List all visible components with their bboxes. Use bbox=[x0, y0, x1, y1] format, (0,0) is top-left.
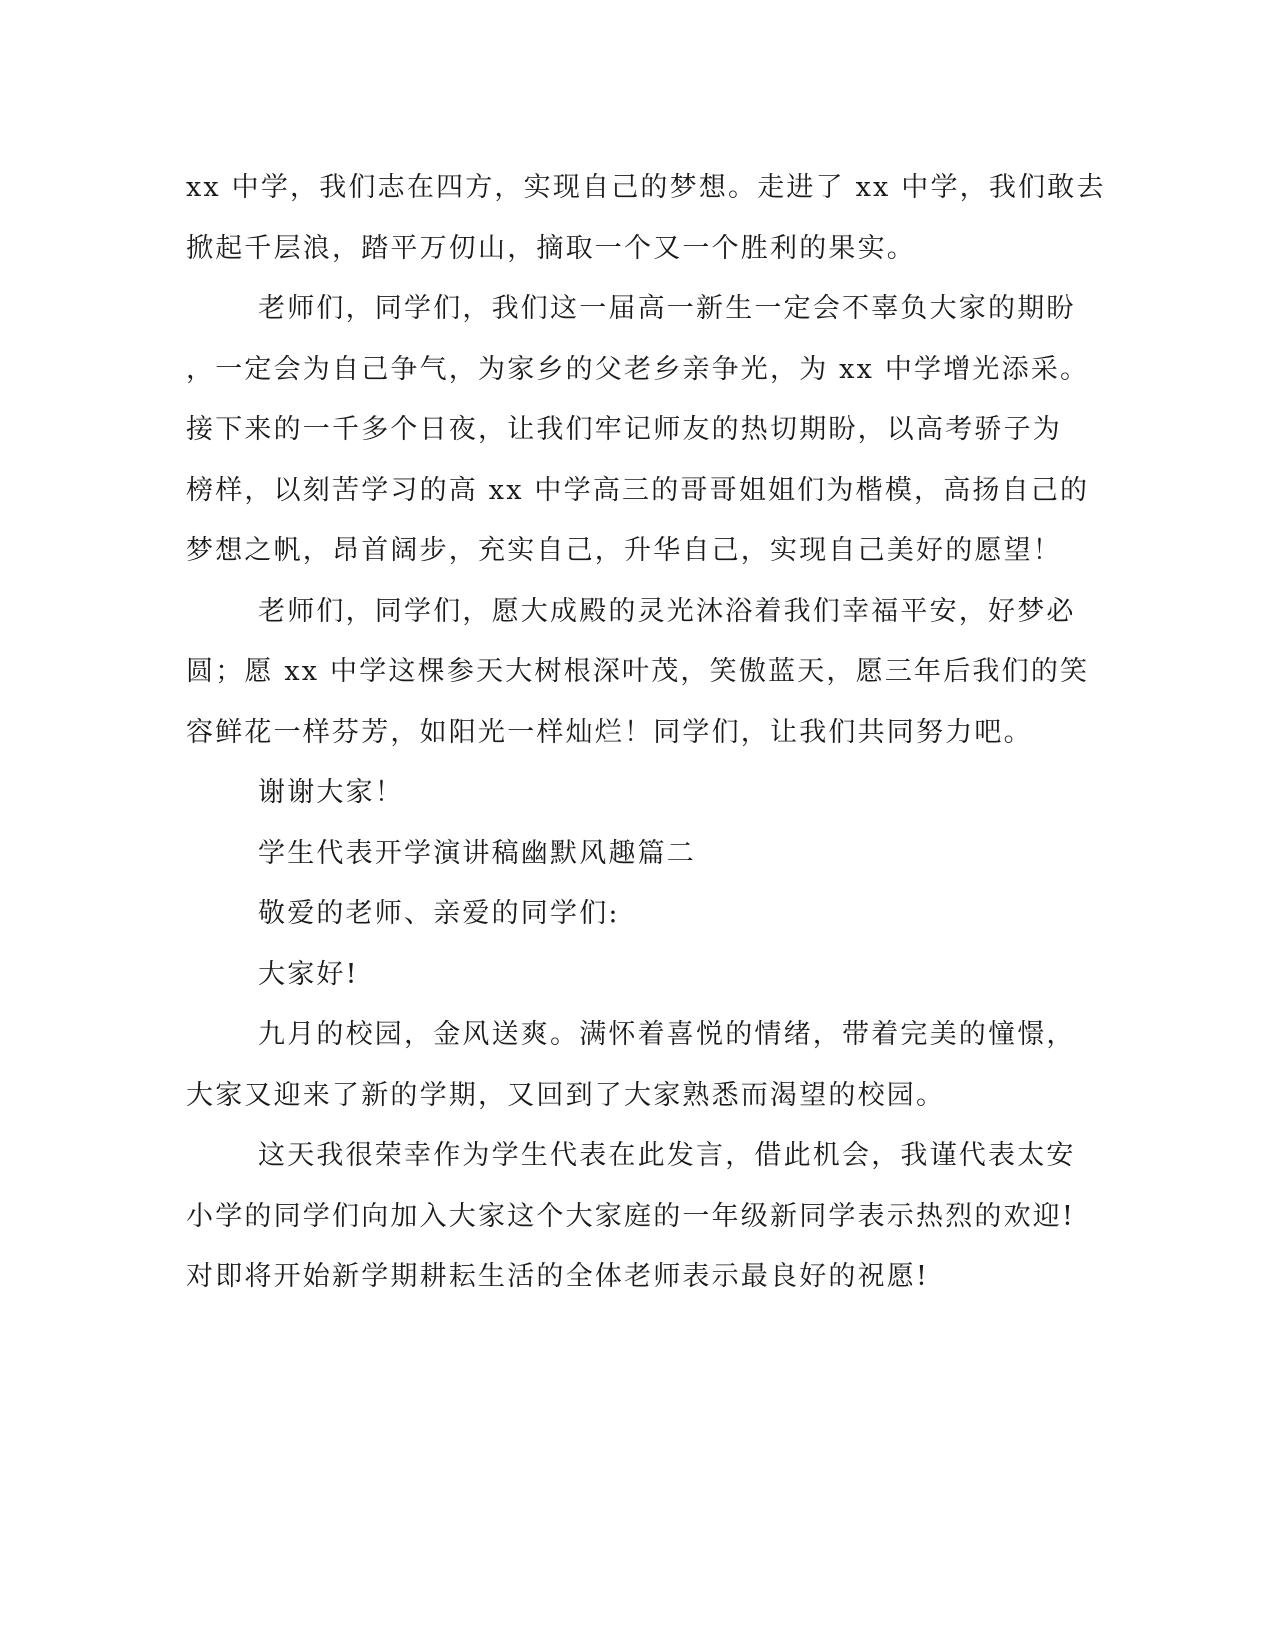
text-line: 对即将开始新学期耕耘生活的全体老师表示最良好的祝愿! bbox=[186, 1261, 930, 1292]
text-line: 小学的同学们向加入大家这个大家庭的一年级新同学表示热烈的欢迎! bbox=[186, 1200, 1076, 1232]
text-line: 梦想之帆，昂首阔步，充实自己，升华自己，实现自己美好的愿望！ bbox=[186, 535, 1062, 566]
text-line: 九月的校园，金风送爽。满怀着喜悦的情绪，带着完美的憧憬， bbox=[258, 1019, 1076, 1050]
greeting: 大家好! bbox=[258, 958, 359, 990]
text-line: xx 中学，我们志在四方，实现自己的梦想。走进了 xx 中学，我们敢去 bbox=[186, 172, 1106, 203]
text-line: ，一定会为自己争气，为家乡的父老乡亲争光，为 xx 中学增光添采。 bbox=[186, 353, 1090, 385]
document-body bbox=[186, 158, 1106, 1308]
salutation: 敬爱的老师、亲爱的同学们: bbox=[258, 898, 620, 929]
text-line: 老师们，同学们，我们这一届高一新生一定会不辜负大家的期盼 bbox=[258, 293, 1076, 324]
closing-thanks: 谢谢大家！ bbox=[258, 777, 404, 808]
text-line: 老师们，同学们，愿大成殿的灵光沐浴着我们幸福平安，好梦必 bbox=[258, 595, 1076, 627]
text-line: 圆；愿 xx 中学这棵参天大树根深叶茂，笑傲蓝天，愿三年后我们的笑 bbox=[186, 656, 1090, 687]
text-line: 大家又迎来了新的学期，又回到了大家熟悉而渴望的校园。 bbox=[186, 1079, 946, 1111]
text-line: 榜样，以刻苦学习的高 xx 中学高三的哥哥姐姐们为楷模，高扬自己的 bbox=[186, 474, 1090, 506]
text-line: 接下来的一千多个日夜，让我们牢记师友的热切期盼，以高考骄子为 bbox=[186, 414, 1062, 445]
text-line: 掀起千层浪，踏平万仞山，摘取一个又一个胜利的果实。 bbox=[186, 232, 916, 264]
text-line: 容鲜花一样芬芳，如阳光一样灿烂！同学们，让我们共同努力吧。 bbox=[186, 716, 1033, 748]
section-heading: 学生代表开学演讲稿幽默风趣篇二 bbox=[258, 837, 696, 869]
text-line: 这天我很荣幸作为学生代表在此发言，借此机会，我谨代表太安 bbox=[258, 1140, 1076, 1171]
